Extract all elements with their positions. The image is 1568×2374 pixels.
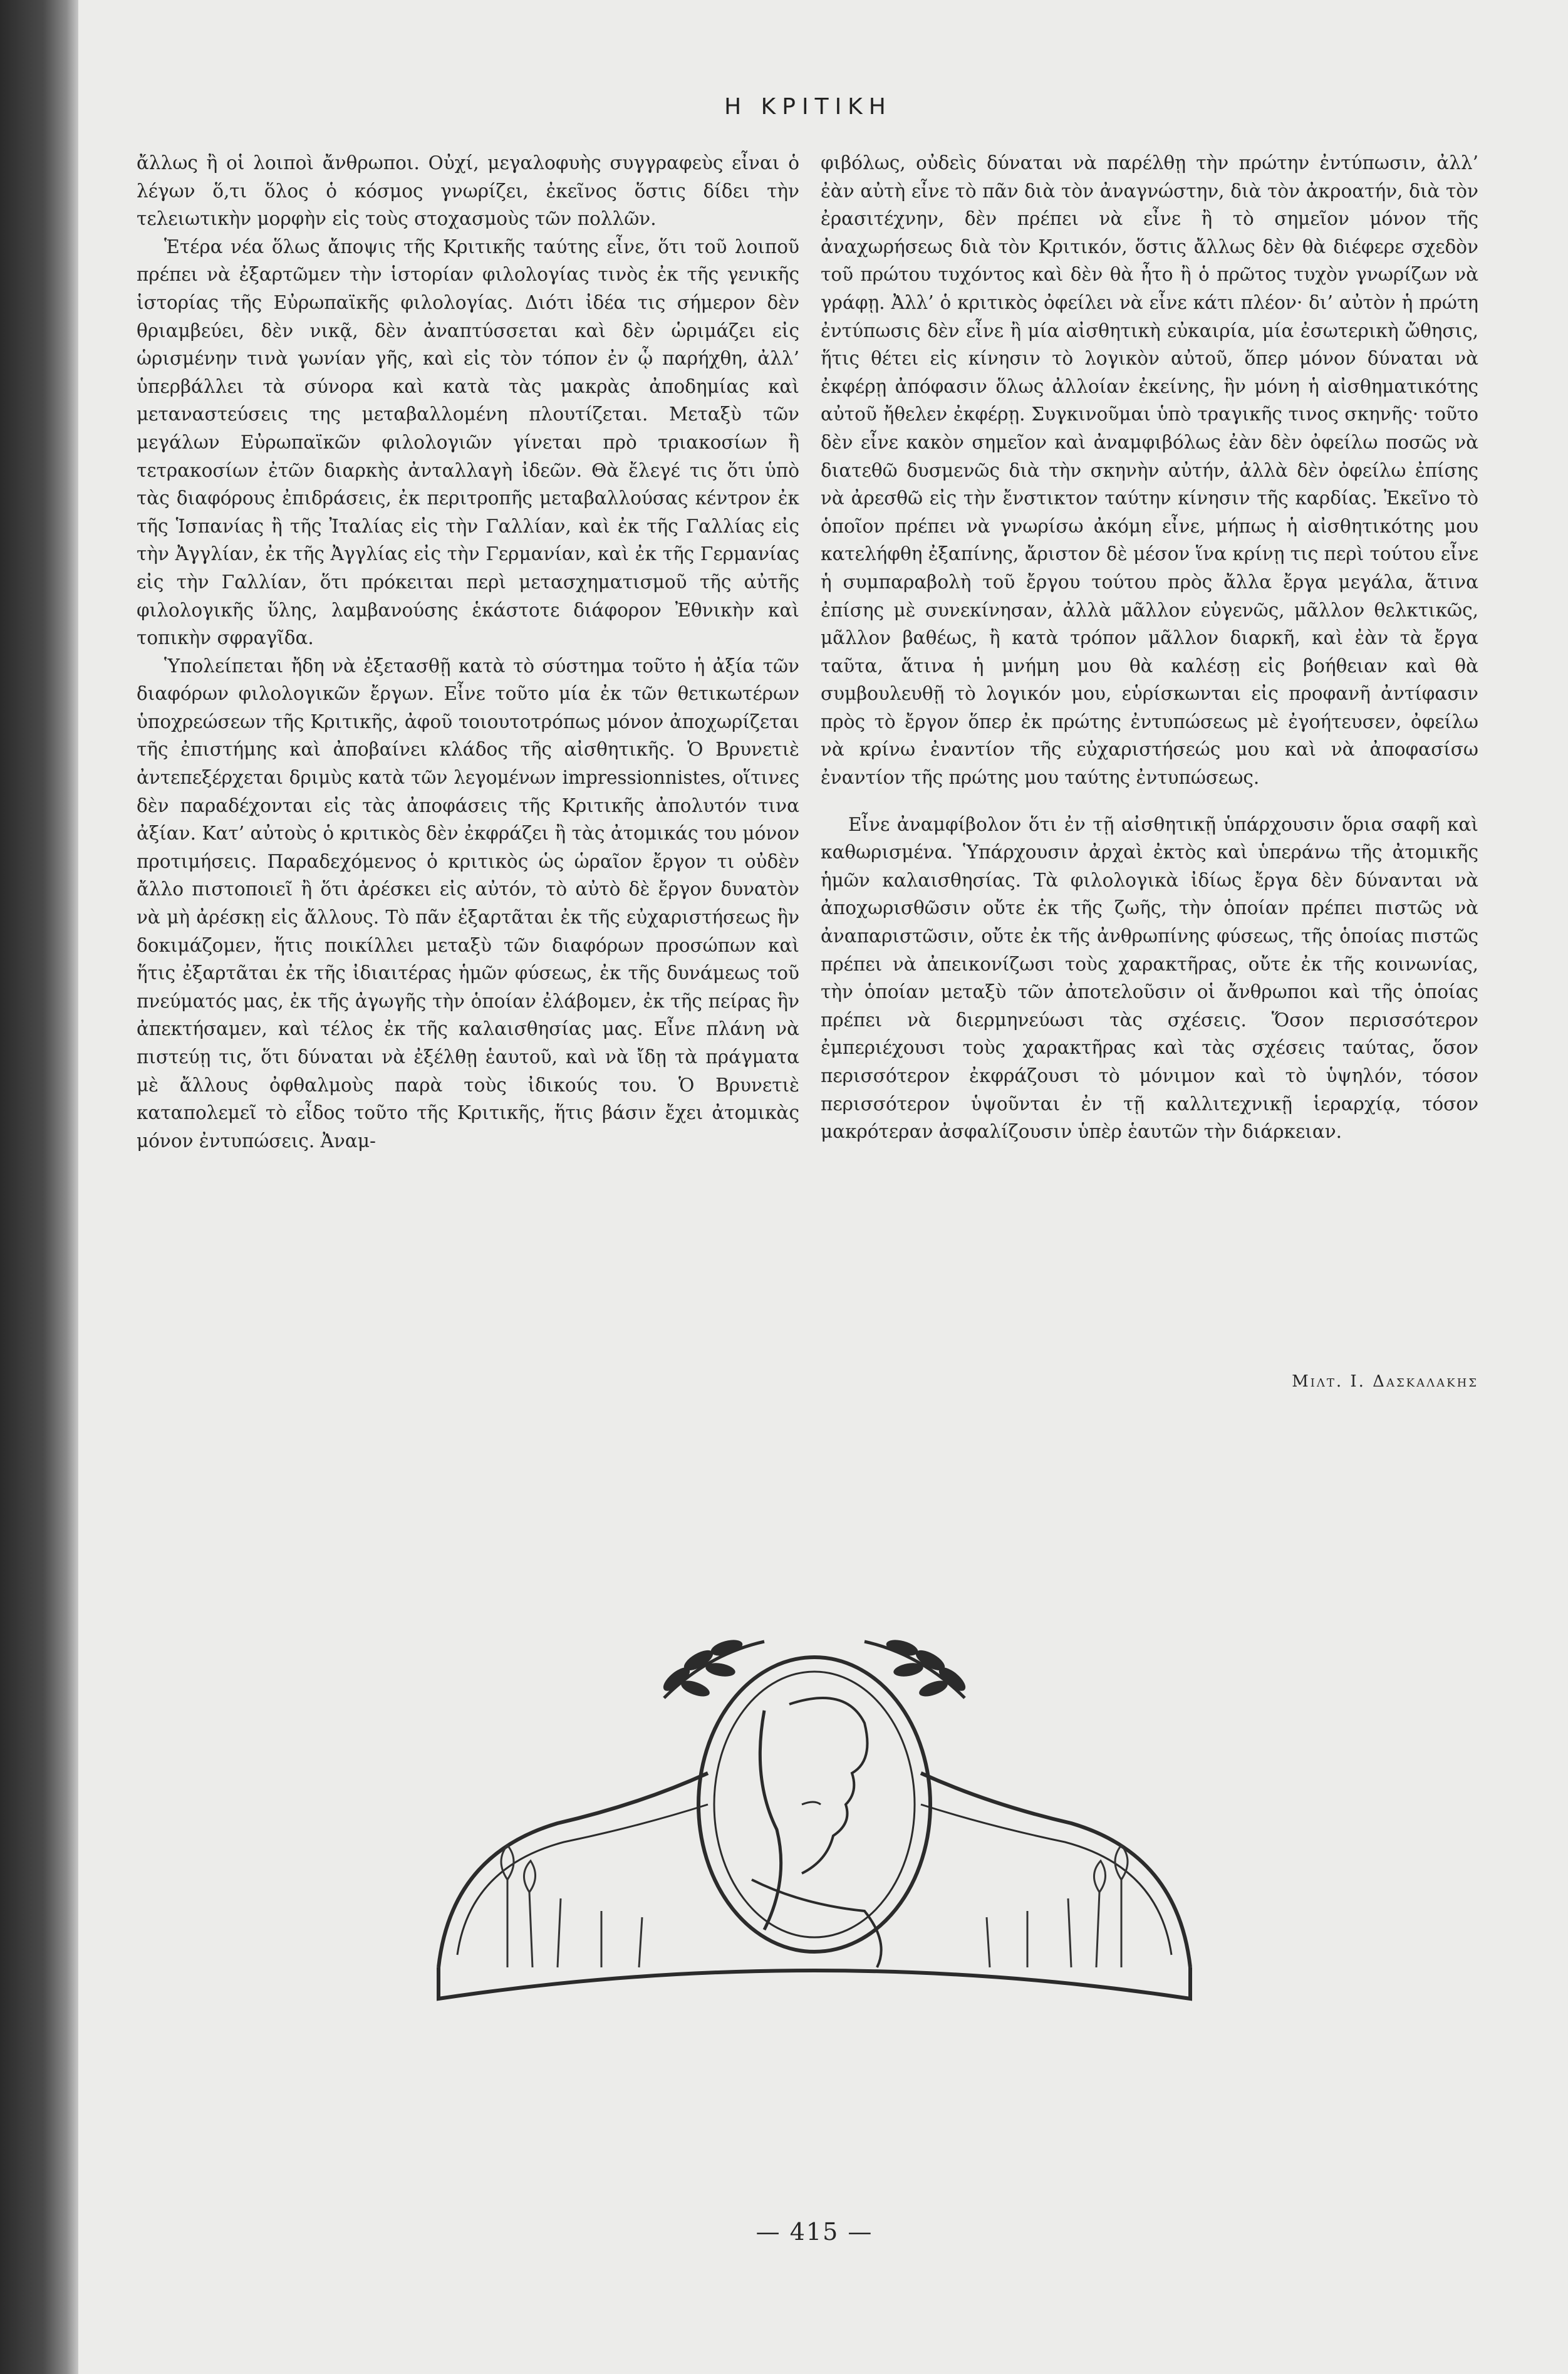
right-text-column xyxy=(821,149,1478,1146)
iris-stems-right xyxy=(987,1880,1121,1967)
woman-profile xyxy=(752,1698,881,1967)
paragraph: φιβόλως, οὐδεὶς δύναται νὰ παρέλθῃ τὴν πρώτην ἐντύπωσιν, ἀλλ’ ἐὰν αὐτὴ εἶνε τὸ πᾶν διὰ τὸν ἀναγνώστην, διὰ τὸν ἀκροατήν, διὰ τὸν ἐρασιτέχνην, δὲν πρέπει νὰ εἶνε ἢ τὸ σημεῖον μόνον τῆς ἀναχωρήσεως διὰ τὸν Κριτικόν, ὅστις ἄλλως δὲν θὰ διέφερε σχεδὸν τοῦ πρώτου τυχόντος καὶ δὲν θὰ ἦτο ἢ ὁ πρῶτος τυχὸν γνωρίζων νὰ γράφῃ. Ἀλλ’ ὁ κριτικὸς ὀφείλει νὰ εἶνε κάτι πλέον· δι’ αὐτὸν ἡ πρώτη ἐντύπωσις δὲν εἶνε ἢ μία αἰσθητικὴ εὐκαιρία, μία ἐσωτερικὴ ὤθησις, ἥτις θέτει εἰς κίνησιν τὸ λογικὸν αὐτοῦ, ὅπερ μόνον δύναται νὰ ἐκφέρῃ ἀπόφασιν ὅλως ἀλλοίαν ἐκείνης, ἣν μόνη ἡ αἰσθηματικότης αὐτοῦ ἤθελεν ἐκφέρῃ. Συγκινοῦμαι ὑπὸ τραγικῆς τινος σκηνῆς· τοῦτο δὲν εἶνε κακὸν σημεῖον καὶ ἀναμφιβόλως ἐὰν δὲν ὀφείλω ποσῶς νὰ διατεθῶ δυσμενῶς διὰ τὴν σκηνὴν αὐτήν, ἀλλὰ δὲν ὀφείλω ἐπίσης νὰ ἀρεσθῶ εἰς τὴν ἔνστικτον ταύτην κίνησιν τῆς καρδίας. Ἐκεῖνο τὸ ὁποῖον πρέπει νὰ γνωρίσω ἀκόμη εἶνε, μήπως ἡ αἰσθητικότης μου κατελήφθη ἐξαπίνης, ἄριστον δὲ μέσον ἵνα κρίνῃ τις περὶ τούτου εἶνε ἡ συμπαραβολὴ τοῦ ἔργου τούτου πρὸς ἄλλα ἔργα μεγάλα, ἅτινα ἐπίσης μὲ συνεκίνησαν, ἀλλὰ μᾶλλον εὐγενῶς, μᾶλλον θελκτικῶς, μᾶλλον βαθέως, ἢ κατὰ τρόπον μᾶλλον διαρκῆ, καὶ ἐὰν τὰ ἔργα ταῦτα, ἅτινα ἡ μνήμη μου θὰ καλέσῃ εἰς βοήθειαν καὶ θὰ συμβουλευθῇ τὸ λογικόν μου, εὑρίσκωνται εἰς προφανῆ ἀντίφασιν πρὸς τὸ ἔργον ὅπερ ἐκ πρώτης ἐντυπώσεως μὲ ἐγοήτευσεν, ὀφείλω νὰ κρίνω ἐναντίον τῆς εὐχαριστήσεώς μου καὶ νὰ ἀποφασίσω ἐναντίον τῆς πρώτης μου ταύτης ἐντυπώσεως. xyxy=(821,152,1478,789)
paragraph: Εἶνε ἀναμφίβολον ὅτι ἐν τῇ αἰσθητικῇ ὑπάρχουσιν ὅρια σαφῆ καὶ καθωρισμένα. Ὑπάρχουσιν ἀρχαὶ ἐκτὸς καὶ ὑπεράνω τῆς ἀτομικῆς ἡμῶν καλαισθησίας. Τὰ φιλολογικὰ ἰδίως ἔργα δὲν δύνανται νὰ ἀποχωρισθῶσιν οὔτε ἐκ τῆς ζωῆς, τὴν ὁποίαν πρέπει πιστῶς νὰ ἀναπαριστῶσιν, οὔτε ἐκ τῆς ἀνθρωπίνης φύσεως, τῆς ὁποίας πιστῶς πρέπει νὰ ἀπεικονίζωσι τοὺς χαρακτῆρας, οὔτε ἐκ τῆς κοινωνίας, τὴν ὁποίαν μεταξὺ τῶν ἀποτελοῦσιν οἱ ἄνθρωποι καὶ τῆς ὁποίας πρέπει νὰ διερμηνεύωσι τὰς σχέσεις. Ὅσον περισσότερον ἐμπεριέχουσι τοὺς χαρακτῆρας καὶ τὰς σχέσεις ταύτας, ὅσον περισσότερον ἐκφράζουσι τὸ μόνιμον καὶ τὸ ὑψηλόν, τόσον περισσότερον ὑψοῦνται ἐν τῇ καλλιτεχνικῇ ἱεραρχίᾳ, τόσον μακρότεραν ἀσφαλίζουσιν ὑπὲρ ἑαυτῶν τὴν διάρκειαν. xyxy=(821,813,1478,1143)
iris-stems-left xyxy=(507,1880,642,1967)
medallion-ring xyxy=(698,1657,930,1952)
paragraph: Ἑτέρα νέα ὅλως ἄποψις τῆς Κριτικῆς ταύτης εἶνε, ὅτι τοῦ λοιποῦ πρέπει νὰ ἐξαρτῶμεν τὴν ἱστορίαν φιλολογίας τινὸς ἐκ τῆς γενικῆς ἱστορίας τῆς Εὐρωπαϊκῆς φιλολογίας. Διότι ἰδέα τις σήμερον δὲν θριαμβεύει, δὲν νικᾷ, δὲν ἀναπτύσσεται καὶ δὲν ὡριμάζει εἰς ὡρισμένην τινὰ γωνίαν γῆς, καὶ εἰς τὸν τόπον ἐν ᾧ παρήχθη, ἀλλ’ ὑπερβάλλει τὰ σύνορα καὶ κατὰ τὰς μακρὰς ἀποδημίας καὶ μεταναστεύσεις της μεταβαλλομένη πλουτίζεται. Μεταξὺ τῶν μεγάλων Εὐρωπαϊκῶν φιλολογιῶν γίνεται πρὸ τριακοσίων ἢ τετρακοσίων ἐτῶν διαρκὴς ἀνταλλαγὴ ἰδεῶν. Θὰ ἔλεγέ τις ὅτι ὑπὸ τὰς διαφόρους ἐπιδράσεις, ἐκ περιτροπῆς μεταβαλλούσας κέντρον ἐκ τῆς Ἱσπανίας ἢ τῆς Ἰταλίας εἰς τὴν Γαλλίαν, καὶ ἐκ τῆς Γαλλίας εἰς τὴν Ἀγγλίαν, ἐκ τῆς Ἀγγλίας εἰς τὴν Γερμανίαν, καὶ ἐκ τῆς Γερμανίας εἰς τὴν Γαλλίαν, ὅτι πρόκειται περὶ μετασχηματισμοῦ τῆς αὐτῆς φιλολογικῆς ὕλης, λαμβανούσης ἑκάστοτε διάφορον Ἐθνικὴν καὶ τοπικὴν σφραγῖδα. xyxy=(137,236,799,649)
paragraph: ἄλλως ἢ οἱ λοιποὶ ἄνθρωποι. Οὐχί, μεγαλοφυὴς συγγραφεὺς εἶναι ὁ λέγων ὅ,τι ὅλος ὁ κόσμος γνωρίζει, ἐκεῖνος ὅστις δίδει τὴν τελειωτικὴν μορφὴν εἰς τοὺς στοχασμοὺς τῶν πολλῶν. xyxy=(137,152,799,230)
frame-base xyxy=(439,1967,1190,1999)
page-number: — 415 — xyxy=(755,2218,873,2246)
paragraph: Ὑπολείπεται ἤδη νὰ ἐξετασθῇ κατὰ τὸ σύστημα τοῦτο ἡ ἀξία τῶν διαφόρων φιλολογικῶν ἔργων. Εἶνε τοῦτο μία ἐκ τῶν θετικωτέρων ὑποχρεώσεων τῆς Κριτικῆς, ἀφοῦ τοιουτοτρόπως μόνον ἀποχωρίζεται τῆς ἐπιστήμης καὶ ἀποβαίνει κλάδος τῆς αἰσθητικῆς. Ὁ Βρυνετιὲ ἀντεπεξέρχεται δριμὺς κατὰ τῶν λεγομένων impressionnistes, οἵτινες δὲν παραδέχονται εἰς τὰς ἀποφάσεις τῆς Κριτικῆς ἀπολυτόν τινα ἀξίαν. Κατ’ αὐτοὺς ὁ κριτικὸς δὲν ἐκφράζει ἢ τὰς ἀτομικάς του μόνον προτιμήσεις. Παραδεχόμενος ὁ κριτικὸς ὡς ὡραῖον ἔργον τι οὐδὲν ἄλλο πιστοποιεῖ ἢ ὅτι ἀρέσκει εἰς αὐτόν, τὸ αὐτὸ δὲ ἔργον δυνατὸν νὰ μὴ ἀρέσκῃ εἰς ἄλλους. Τὸ πᾶν ἐξαρτᾶται ἐκ τῆς εὐχαριστήσεως ἣν δοκιμάζομεν, ἥτις ποικίλλει μεταξὺ τῶν διαφόρων προσώπων καὶ ἥτις ἐξαρτᾶται ἐκ τῆς ἰδιαιτέρας ἡμῶν φύσεως, ἐκ τῆς δυνάμεως τοῦ πνεύματός μας, ἐκ τῆς ἀγωγῆς τὴν ὁποίαν ἐλάβομεν, ἐκ τῆς πείρας ἣν ἀπεκτήσαμεν, καὶ τέλος ἐκ τῆς καλαισθησίας μας. Εἶνε πλάνη νὰ πιστεύῃ τις, ὅτι δύναται νὰ ἐξέλθῃ ἑαυτοῦ, καὶ νὰ ἴδῃ τὰ πράγματα μὲ ἄλλους ὀφθαλμοὺς παρὰ τοὺς ἰδικούς του. Ὁ Βρυνετιὲ καταπολεμεῖ τὸ εἶδος τοῦτο τῆς Κριτικῆς, ἥτις βάσιν ἔχει ἀτομικὰς μόνον ἐντυπώσεις. Ἀναμ- xyxy=(137,655,799,1152)
laurel-branches xyxy=(660,1637,969,1700)
frame-left-curve xyxy=(439,1773,708,1967)
running-head: Η ΚΡΙΤΙΚΗ xyxy=(724,94,892,120)
art-nouveau-vignette xyxy=(413,1617,1215,2030)
author-signature: Μιλτ. Ι. Δασκαλακης xyxy=(1292,1372,1478,1391)
book-binding-shadow xyxy=(0,0,78,2374)
left-text-column xyxy=(137,149,799,1155)
frame-right-curve xyxy=(921,1773,1190,1967)
